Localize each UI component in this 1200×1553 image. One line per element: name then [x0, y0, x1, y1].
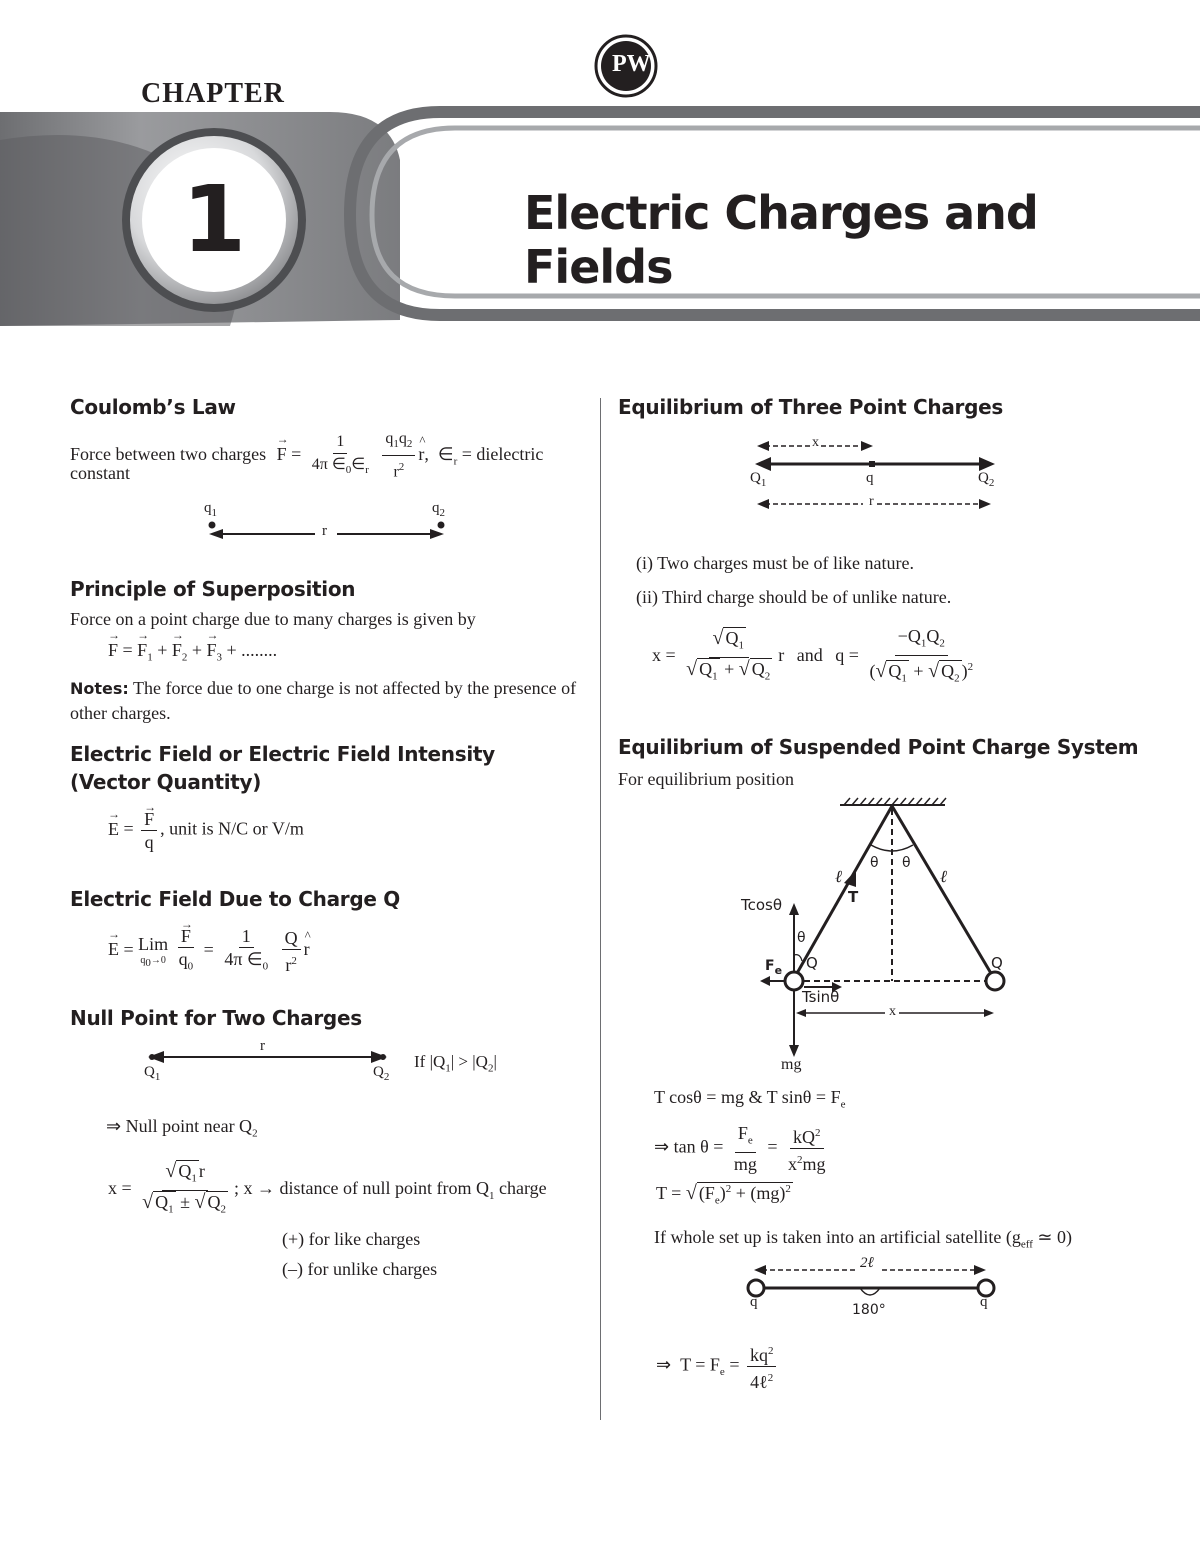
field-heading: Electric Field or Electric Field Intensity (Vector Quantity) — [70, 742, 495, 794]
tsin-label: Tsinθ — [802, 988, 840, 1006]
column-divider — [600, 398, 601, 1420]
superposition-text: Force on a point charge due to many charges is given by — [70, 609, 476, 629]
equilibrium-equation: T cosθ = mg & T $\sin\theta = F_e$ — [654, 1087, 846, 1111]
null-point-diagram — [140, 1040, 400, 1085]
three-r-label: r — [869, 494, 874, 509]
three-charges-heading: Equilibrium of Three Point Charges — [618, 395, 1003, 419]
null-q2-label: $Q_2$ — [373, 1064, 390, 1083]
superposition-heading: Principle of Superposition — [70, 577, 356, 601]
q2-label: $q_2$ — [432, 500, 445, 519]
sat-q-right: q — [980, 1294, 988, 1310]
three-conditions-list — [636, 546, 951, 614]
null-formula: x = $\frac{√ Q_1 r}{√ Q_1 \pm √ Q_2}$ ; x → distance of null point from $Q_1$ charge — [108, 1160, 547, 1216]
pendulum-diagram — [740, 795, 1040, 1075]
null-r-label: r — [260, 1038, 265, 1054]
condition-item: (ii) Third charge should be of unlike nature. — [636, 587, 952, 607]
q-left-label: Q — [806, 954, 818, 972]
condition-item: (i) Two charges must be of like nature. — [636, 553, 914, 573]
superposition-notes: Notes: The force due to one charge is not affected by the presence of other charges. — [70, 678, 577, 723]
three-charges-diagram — [745, 432, 1005, 517]
q-right-label: Q — [991, 954, 1003, 972]
sat-q-left: q — [750, 1294, 758, 1310]
x-label: x — [889, 1004, 896, 1019]
tension-formula: T = √ $(F_e)^2 + (mg)^2$ — [656, 1182, 791, 1207]
field-q-formula: → E = Lim $q_0\to 0$ → $\frac{F}{q_0}$ = $\frac{1}{4\pi \in_0}$ $\frac{Q}{r^2}$ ^ r — [108, 925, 310, 978]
suspended-heading: Equilibrium of Suspended Point Charge System — [618, 735, 1139, 759]
suspended-intro: For equilibrium position — [618, 769, 795, 789]
null-condition: If $|Q_1| > |Q_2|$ — [414, 1052, 497, 1075]
length-left-label: ℓ — [835, 867, 843, 886]
tcos-label: Tcosθ — [741, 896, 783, 914]
satellite-text: If whole set up is taken into an artificial satellite ($g_{eff}$ ≃ 0) — [654, 1227, 1072, 1251]
unlike-charges-note: (–) for unlike charges — [282, 1259, 438, 1279]
superposition-formula: → F = → $F_1$ + → $F_2$ + → $F_3$ + ........ — [108, 640, 277, 664]
pw-logo: PW — [612, 51, 651, 77]
three-x-label: x — [812, 435, 819, 450]
mg-label: mg — [781, 1056, 802, 1073]
null-q1-label: $Q_1$ — [144, 1064, 161, 1083]
chapter-label: CHAPTER — [141, 78, 285, 109]
tension-label: T — [848, 888, 859, 906]
r-label: r — [322, 523, 327, 539]
tan-formula: ⇒ tan θ = $\frac{F_e}{mg}$ = $\frac{kQ^2}{x^2mg}$ — [654, 1123, 826, 1174]
coulomb-formula-line: Force between two charges → F = $\frac{1}{4\pi \in_0\in_r}$ $\frac{q_1q_2}{r^2}$ ^ r, $\in_r$ = dielectric — [70, 428, 590, 484]
three-q1-label: $Q_1$ — [750, 470, 767, 489]
like-charges-note: (+) for like charges — [282, 1229, 421, 1249]
length-right-label: ℓ — [940, 867, 948, 886]
three-formula: x = $\frac{√ Q_1}{√ Q_1 + √ Q_2}$ r and q = $\frac{-Q_1Q_2}{(√ Q_1 + √ Q_2 )^2}$ — [652, 626, 974, 685]
field-q-heading: Electric Field Due to Charge Q — [70, 887, 401, 911]
null-point-heading: Null Point for Two Charges — [70, 1006, 362, 1030]
null-result: ⇒ Null point near $Q_2$ — [106, 1116, 258, 1140]
q1-label: $q_1$ — [204, 500, 217, 519]
angle-label: 180° — [852, 1302, 886, 1318]
fe-label: $F_e$ — [765, 958, 783, 977]
theta-left-label: θ — [870, 855, 879, 871]
coulomb-heading: Coulomb’s Law — [70, 395, 236, 419]
chapter-number: 1 — [182, 166, 247, 273]
three-q2-label: $Q_2$ — [978, 470, 995, 489]
theta-right-label: θ — [902, 855, 911, 871]
satellite-tension-formula: ⇒ $T = F_e$ = $\frac{kq^2}{4\ell^2}$ — [656, 1340, 779, 1393]
two-l-label: 2ℓ — [860, 1255, 874, 1271]
chapter-title: Electric Charges and Fields — [524, 186, 1038, 294]
field-formula: → E = → $\frac{F}{q}$ , unit is N/C or V/m — [108, 808, 304, 853]
three-q-label: q — [866, 470, 874, 486]
coulomb-constant-text: constant — [70, 463, 130, 483]
coulomb-diagram — [195, 500, 460, 550]
theta-ball-label: θ — [797, 930, 806, 946]
